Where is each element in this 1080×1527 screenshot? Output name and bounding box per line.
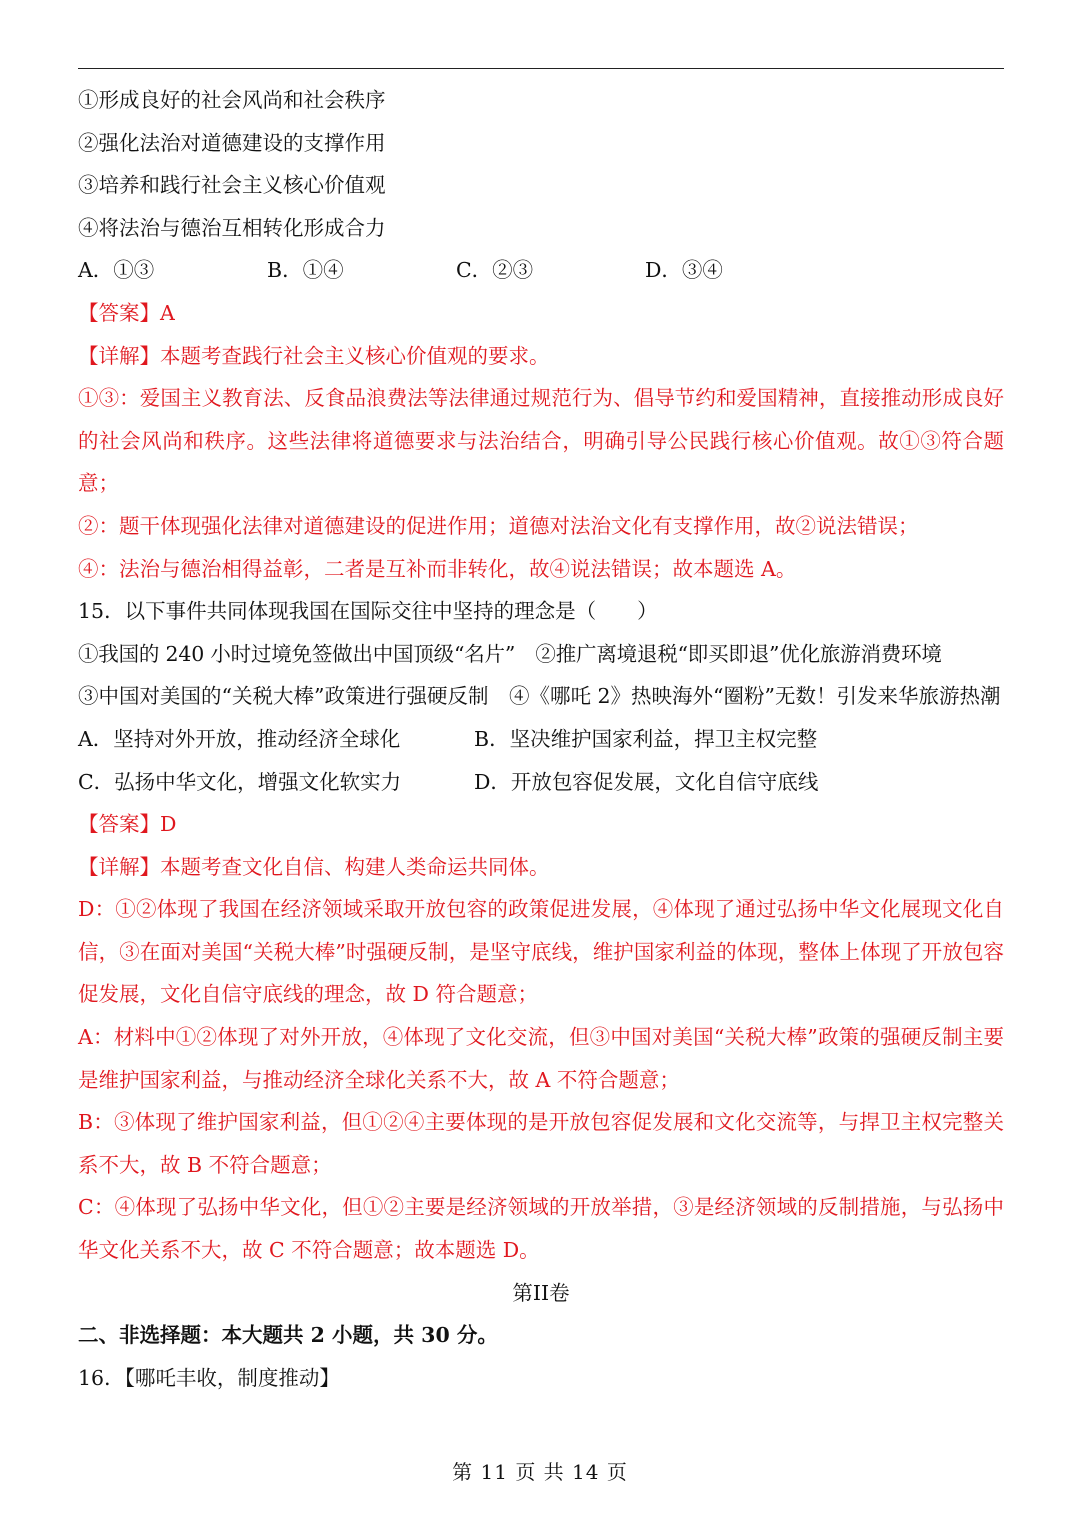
q15-options-row2 — [78, 761, 1004, 804]
page-content — [78, 79, 1004, 1399]
q15-options-row1 — [78, 718, 1004, 761]
q15-explanation: B：③体现了维护国家利益，但①②④主要体现的是开放包容促发展和文化交流等，与捍卫主权完整关系不大，故 B 不符合题意； — [78, 1110, 1004, 1177]
q15-explanation: A：材料中①②体现了对外开放，④体现了文化交流，但③中国对美国“关税大棒”政策的强硬反制主要是维护国家利益，与推动经济全球化关系不大，故 A 不符合题意； — [78, 1025, 1004, 1092]
q14-options — [78, 249, 1004, 292]
q15-statements-row2: ③中国对美国的“关税大棒”政策进行强硬反制 ④《哪吒 2》热映海外“圈粉”无数！引发来华旅游热潮 — [78, 684, 1001, 709]
q14-statements — [78, 79, 1004, 249]
q15-option-d: D．开放包容促发展，文化自信守底线 — [474, 769, 819, 794]
q15-answer: 【答案】D — [78, 812, 177, 837]
q16-stem: 16．【哪吒丰收，制度推动】 — [78, 1365, 340, 1390]
q15-explanation: D：①②体现了我国在经济领域采取开放包容的政策促进发展，④体现了通过弘扬中华文化展现文化自信，③在面对美国“关税大棒”时强硬反制，是坚守底线，维护国家利益的体现，整体上体现了开放包容促发展，文化自信守底线的理念，故 D 符合题意； — [78, 897, 1004, 1007]
part-two-title: 第II卷 — [512, 1280, 570, 1305]
q14-detail: 【详解】本题考查践行社会主义核心价值观的要求。 — [78, 343, 550, 368]
header-rule — [78, 68, 1004, 69]
q15-stem: 15．以下事件共同体现我国在国际交往中坚持的理念是（ ） — [78, 599, 658, 624]
q14-answer: 【答案】A — [78, 300, 175, 325]
q14-statement: ④将法治与德治互相转化形成合力 — [78, 215, 386, 240]
q15-option-a: A．坚持对外开放，推动经济全球化 — [78, 726, 401, 751]
q14-statement: ③培养和践行社会主义核心价值观 — [78, 173, 386, 198]
q14-option-b: B．①④ — [267, 258, 344, 283]
q14-explanation: ④：法治与德治相得益彰，二者是互补而非转化，故④说法错误；故本题选 A。 — [78, 556, 797, 581]
q15-option-c: C．弘扬中华文化，增强文化软实力 — [78, 769, 402, 794]
page-footer: 第 11 页 共 14 页 — [452, 1460, 628, 1484]
q15-explanation: C：④体现了弘扬中华文化，但①②主要是经济领域的开放举措，③是经济领域的反制措施，与弘扬中华文化关系不大，故 C 不符合题意；故本题选 D。 — [78, 1195, 1004, 1263]
q14-statement: ①形成良好的社会风尚和社会秩序 — [78, 88, 386, 112]
q14-explanation: ①③：爱国主义教育法、反食品浪费法等法律通过规范行为、倡导节约和爱国精神，直接推动形成良好的社会风尚和秩序。这些法律将道德要求与法治结合，明确引导公民践行核心价值观。故①③符合题意； — [78, 386, 1004, 496]
q15-detail: 【详解】本题考查文化自信、构建人类命运共同体。 — [78, 854, 550, 879]
section-heading: 二、非选择题：本大题共 2 小题，共 30 分。 — [78, 1323, 498, 1348]
q14-statement: ②强化法治对道德建设的支撑作用 — [78, 130, 386, 155]
q14-explanation: ②：题干体现强化法律对道德建设的促进作用；道德对法治文化有支撑作用，故②说法错误； — [78, 513, 919, 538]
q14-option-c: C．②③ — [456, 258, 534, 283]
q15-option-b: B．坚决维护国家利益，捍卫主权完整 — [474, 726, 818, 751]
q14-option-d: D．③④ — [645, 258, 723, 283]
q15-statements-row1: ①我国的 240 小时过境免签做出中国顶级“名片” ②推广离境退税“即买即退”优化旅游消费环境 — [78, 641, 942, 666]
q14-option-a: A．①③ — [78, 258, 155, 283]
